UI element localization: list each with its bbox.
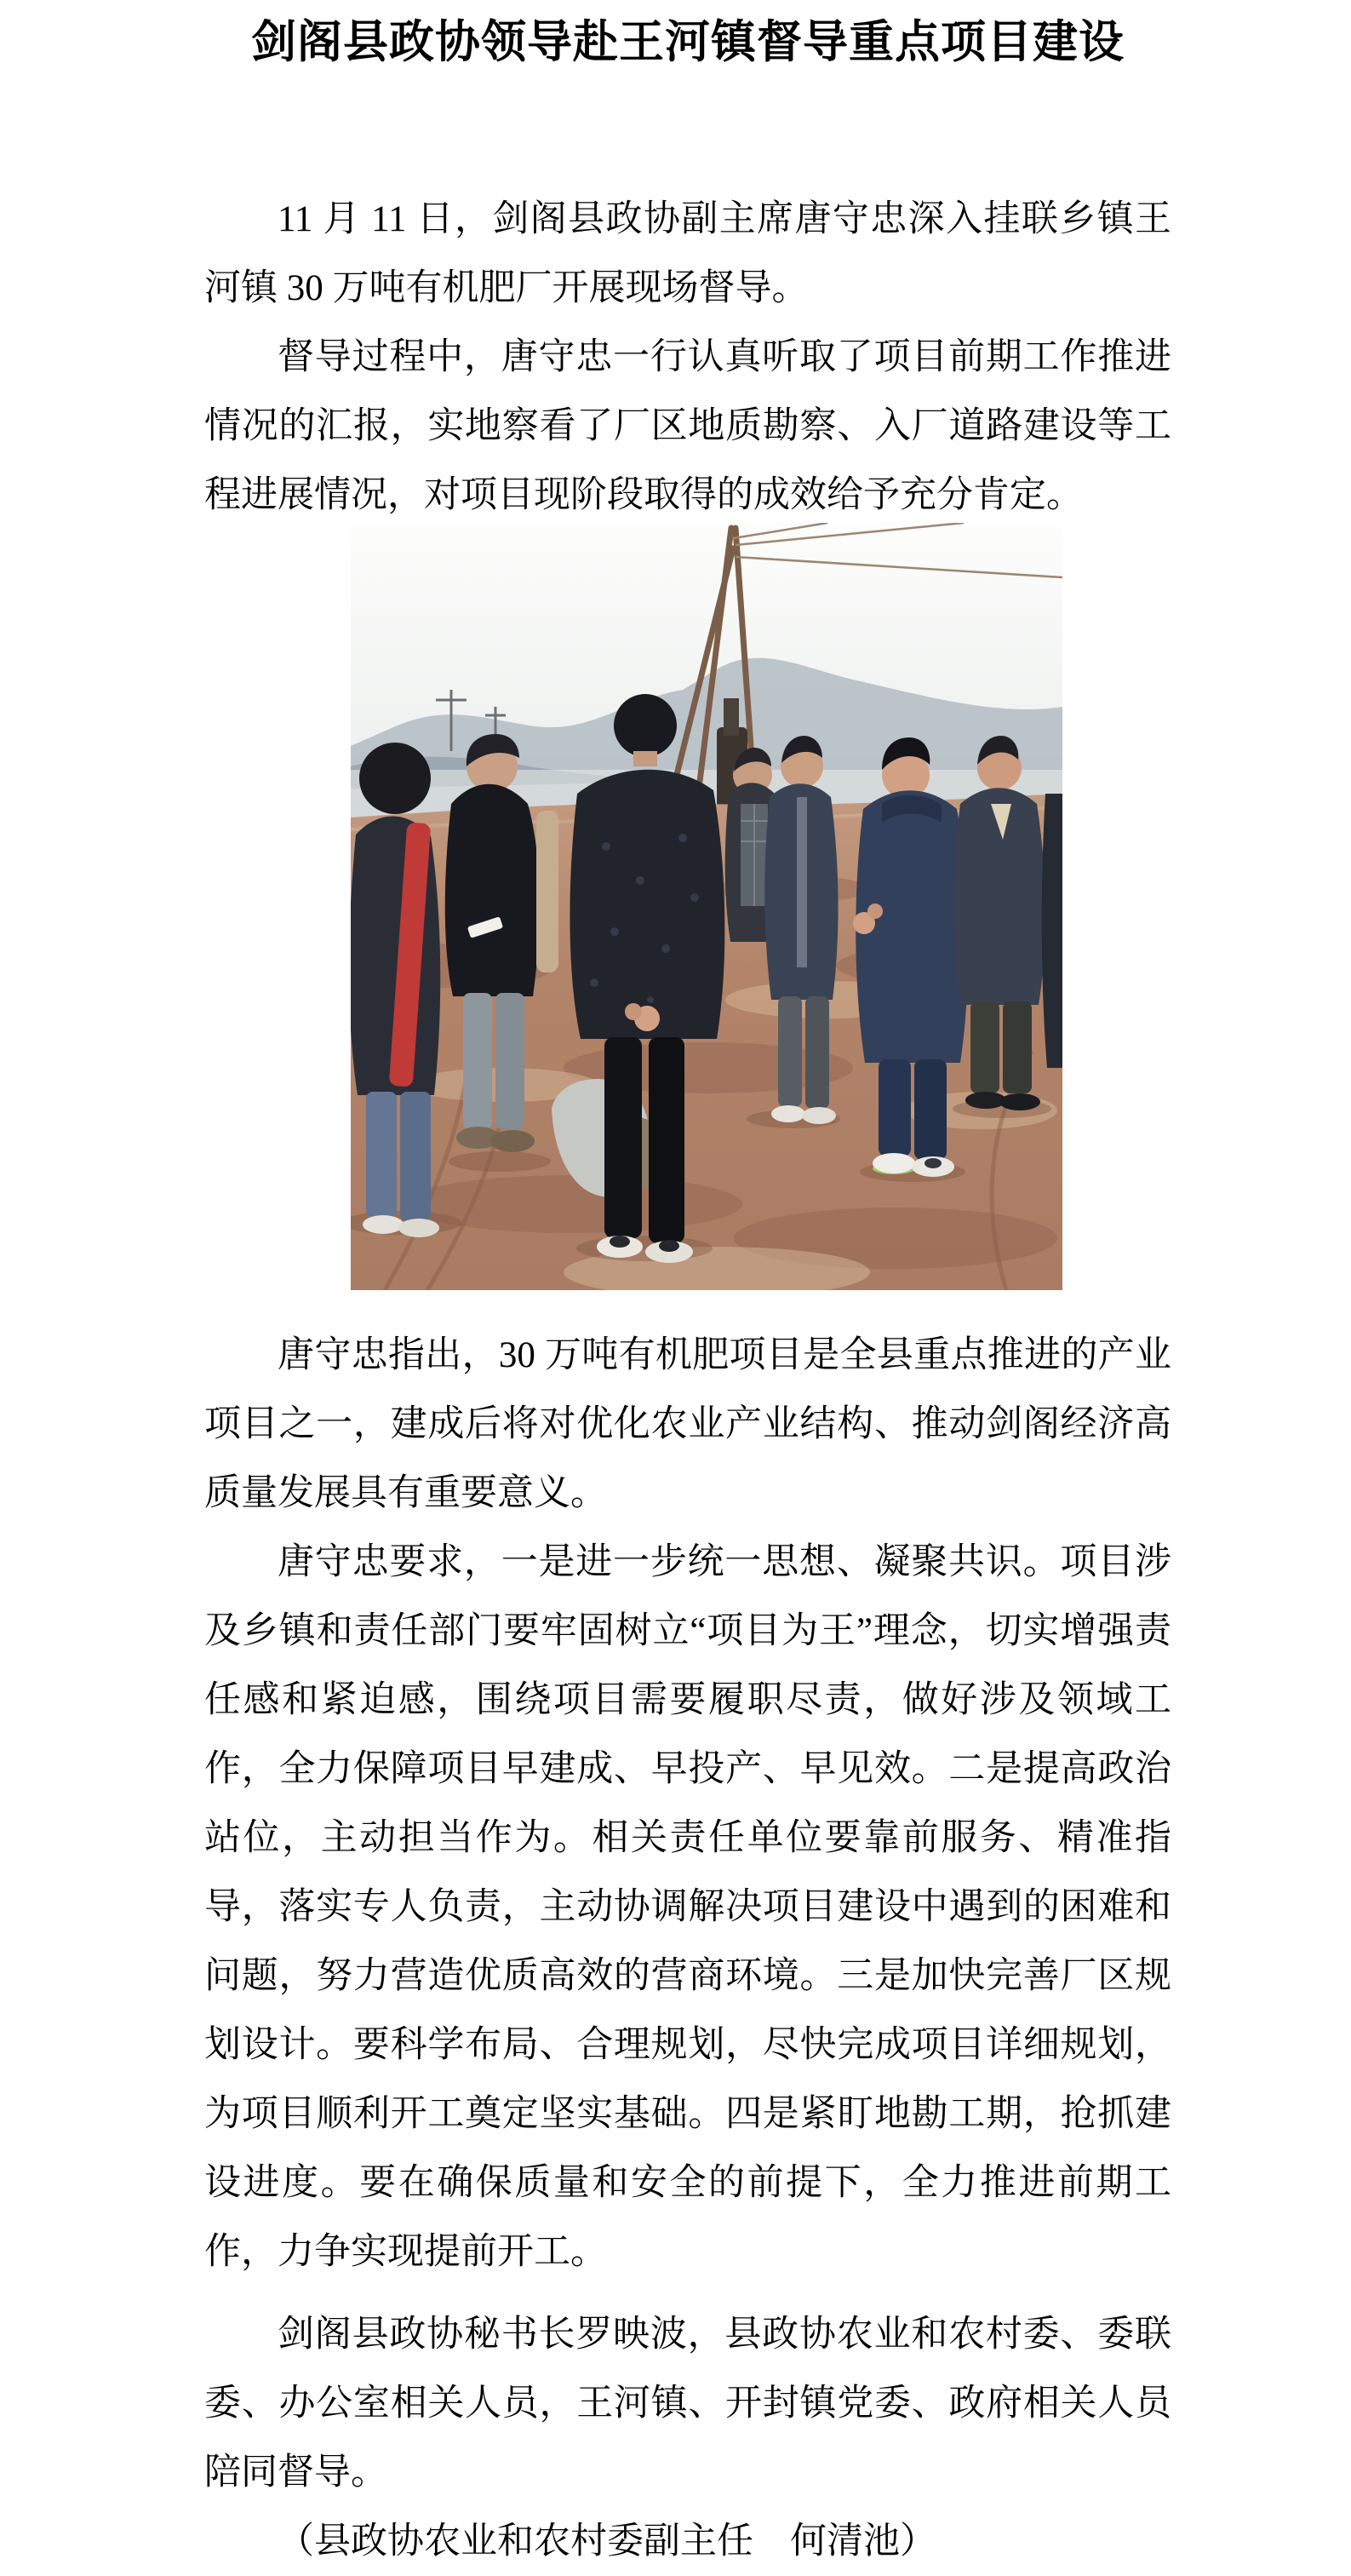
document-page — [0, 9, 1351, 2576]
paragraph-4: 唐守忠要求，一是进一步统一思想、凝聚共识。项目涉及乡镇和责任部门要牢固树立“项目为王”理念，切实增强责任感和紧迫感，围绕项目需要履职尽责，做好涉及领域工作，全力保障项目早建成、早投产、早见效。二是提高政治站位，主动担当作为。相关责任单位要靠前服务、精准指导，落实专人负责，主动协调解决项目建设中遇到的困难和问题，努力营造优质高效的营商环境。三是加快完善厂区规划设计。要科学布局、合理规划，尽快完成项目详细规划，为项目顺利开工奠定坚实基础。四是紧盯地勘工期，抢抓建设进度。要在确保质量和安全的前提下，全力推进前期工作，力争实现提前开工。 — [204, 1542, 1171, 2272]
paragraph-5: 剑阁县政协秘书长罗映波，县政协农业和农村委、委联委、办公室相关人员，王河镇、开封镇党委、政府相关人员陪同督导。 — [204, 2315, 1171, 2493]
paragraph-2: 督导过程中，唐守忠一行认真听取了项目前期工作推进情况的汇报，实地察看了厂区地质勘察、入厂道路建设等工程进展情况，对项目现阶段取得的成效给予充分肯定。 — [204, 337, 1171, 515]
article-title-text: 剑阁县政协领导赴王河镇督导重点项目建设 — [251, 18, 1125, 67]
paragraph-1: 11 月 11 日，剑阁县政协副主席唐守忠深入挂联乡镇王河镇 30 万吨有机肥厂开展现场督导。 — [204, 199, 1171, 308]
edge-person-sliver — [1042, 794, 1062, 1068]
article-photo — [351, 523, 1062, 1290]
author-credit: （县政协农业和农村委副主任 何清池） — [278, 2521, 936, 2562]
background-person-sliver — [536, 811, 558, 972]
article-title — [204, 9, 1171, 77]
paragraph-3: 唐守忠指出，30 万吨有机肥项目是全县重点推进的产业项目之一，建成后将对优化农业产业结构、推动剑阁经济高质量发展具有重要意义。 — [204, 1335, 1171, 1513]
construction-site-photo — [351, 523, 1062, 1290]
